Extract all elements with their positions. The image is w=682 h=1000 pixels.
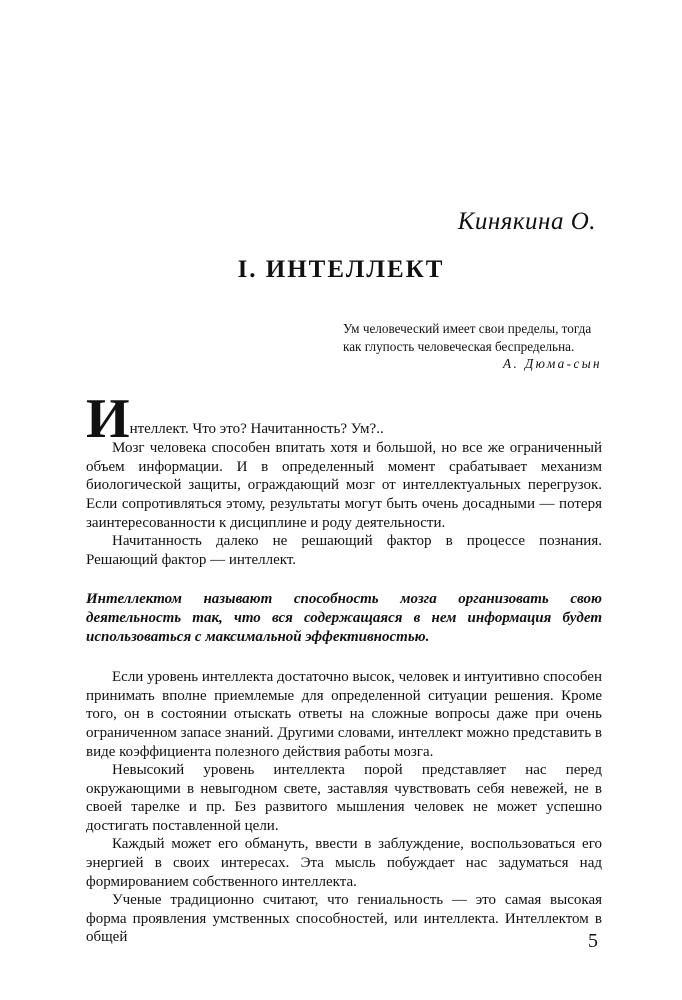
lead-paragraph <box>86 388 602 450</box>
page-number: 5 <box>588 930 598 952</box>
definition-highlight: Интеллектом называют способность мозга организовать свою деятельность так, что вся содержащаяся в нем информация будет использоваться с максимальной эффективностью. <box>86 591 602 645</box>
drop-cap: И <box>86 388 130 450</box>
paragraph: Если уровень интеллекта достаточно высок, человек и интуитивно способен принимать вполне приемлемые для определенной ситуации решения. Кроме того, он в состоянии отыскать ответы на сложные вопросы даже при очень ограниченном запасе знаний. Другими словами, интеллект можно представить в виде коэффициента полезного действия работы мозга. <box>86 669 602 760</box>
author-name: Кинякина О. <box>457 208 596 235</box>
paragraph: Каждый может его обмануть, ввести в заблуждение, воспользоваться его энергией в своих интересах. Эта мысль побуждает нас задуматься над формированием собственного интеллекта. <box>86 836 602 890</box>
paragraph: Невысокий уровень интеллекта порой представляет нас перед окружающими в невыгодном свете, заставляя чувствовать себя невежей, не в своей тарелке и пр. Без развитого мышления человек не может успешно достигать поставленной цели. <box>86 762 602 834</box>
paragraph: Начитанность далеко не решающий фактор в процессе познания. Решающий фактор — интеллект. <box>86 533 602 568</box>
epigraph-quote: Ум человеческий имеет свои пределы, тогда как глупость человеческая беспредельна. <box>343 321 592 354</box>
paragraph: Ученые традиционно считают, что гениальность — это самая высокая форма проявления умственных способностей, или интеллекта. Интеллектом в общей <box>86 892 602 946</box>
paragraph: Мозг человека способен впитать хотя и большой, но все же ограниченный объем информации. И в определенный момент срабатывает механизм биологической защиты, ограждающий мозг от интеллектуальных перегрузок. Если сопротивляться этому, результаты могут быть очень досадными — потеря заинтересованности к дисциплине и роду деятельности. <box>86 440 602 531</box>
chapter-title: I. ИНТЕЛЛЕКТ <box>237 256 445 283</box>
chapter-body <box>86 388 602 947</box>
epigraph-source: А. Дюма-сын <box>503 356 602 371</box>
lead-text: нтеллект. Что это? Начитанность? Ум?.. <box>129 421 384 437</box>
